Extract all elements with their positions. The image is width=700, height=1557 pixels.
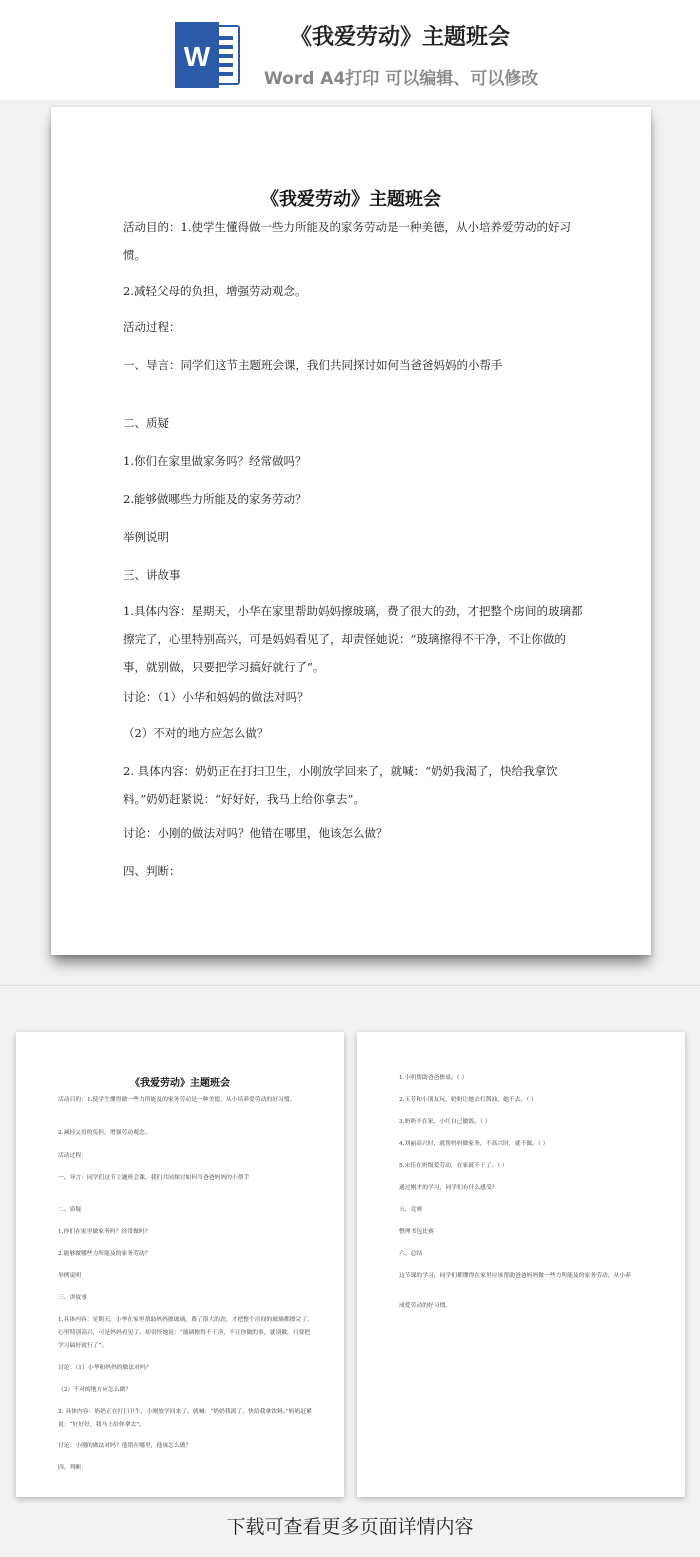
paragraph: 2.减轻父母的负担，增强劳动观念。 — [123, 284, 307, 298]
thumbnail-line: 4.刘丽高兴时，就帮妈妈做家务，不高兴时，就不做。（ ） — [399, 1141, 549, 1147]
paragraph: 1.具体内容：星期天，小华在家里帮助妈妈擦玻璃，费了很大的劲，才把整个房间的玻璃都擦完了，心里特别高兴，可是妈妈看见了，却责怪她说：“玻璃擦得不干净，不让你做的事，就别做，只要把学习搞好就行了”。 — [123, 604, 583, 674]
thumbnail-line: 讨论：小刚的做法对吗？他错在哪里，他该怎么做？ — [58, 1443, 192, 1449]
thumbnail-line: 这节课的学习，同学们都懂得在家里应该帮助爸爸妈妈做一些力所能及的家务劳动，从小养 — [399, 1273, 631, 1279]
thumbnail-line: 六、总结 — [399, 1251, 423, 1257]
thumbnail-line: 讨论：（1）小华和妈妈的做法对吗？ — [58, 1365, 152, 1371]
thumbnail-line: 1.小明帮助爸爸擦桌。（ ） — [399, 1075, 468, 1081]
thumbnail-line: 五、竞赛 — [399, 1207, 423, 1213]
word-app-icon — [175, 22, 241, 88]
thumbnail-line: 活动目的：1.使学生懂得做一些力所能及的家务劳动是一种美德，从小培养爱劳动的好习惯。 — [58, 1097, 296, 1103]
section-divider — [0, 985, 700, 986]
thumbnail-line: 通过刚才的学习，同学们有什么感受？ — [399, 1185, 498, 1191]
page-title: 《我爱劳动》主题班会 — [289, 25, 510, 50]
thumbnail-line: 四、判断： — [58, 1465, 87, 1471]
paragraph: 举例说明 — [123, 530, 169, 544]
document-title: 《我爱劳动》主题班会 — [261, 189, 441, 210]
thumbnail-line: 二、质疑 — [58, 1207, 82, 1213]
thumbnail-title: 《我爱劳动》主题班会 — [130, 1078, 230, 1089]
download-more-text[interactable]: 下载可查看更多页面详情内容 — [226, 1516, 474, 1538]
thumbnail-line: 2. 具体内容：奶奶正在打扫卫生，小刚放学回来了，就喊：“奶奶我渴了，快给我拿饮料。”奶奶赶紧说：“好好好，我马上给你拿去”。 — [58, 1409, 312, 1428]
thumbnail-line: 2.玉芳和小朋友玩，奶奶让她去打酱油，她不去。（ ） — [399, 1097, 537, 1103]
paragraph: 2. 具体内容：奶奶正在打扫卫生，小刚放学回来了，就喊：“奶奶我渴了，快给我拿饮料。”奶奶赶紧说：“好好好，我马上给你拿去”。 — [123, 764, 558, 806]
thumbnail-line: 5.宋佳在班级爱劳动，在家就不干了。（ ） — [399, 1163, 508, 1169]
document-preview-page — [51, 107, 651, 955]
paragraph: 活动过程： — [123, 320, 181, 334]
thumbnail-line: 3.奶奶不在家，小红自己做饭。（ ） — [399, 1119, 491, 1125]
paragraph: 二、质疑 — [123, 416, 169, 430]
paragraph: 活动目的：1.使学生懂得做一些力所能及的家务劳动是一种美德，从小培养爱劳动的好习惯。 — [123, 220, 571, 262]
thumbnail-line: 2.减轻父母的负担，增强劳动观念。 — [58, 1130, 151, 1136]
thumbnail-line: 活动过程： — [58, 1153, 87, 1159]
page-subtitle: Word A4打印 可以编辑、可以修改 — [264, 69, 539, 89]
paragraph: （2）不对的地方应怎么做？ — [123, 726, 269, 740]
paragraph: 讨论：（1）小华和妈妈的做法对吗？ — [123, 690, 309, 704]
paragraph: 三、讲故事 — [123, 568, 181, 582]
paragraph: 1.你们在家里做家务吗？经常做吗？ — [123, 454, 307, 468]
paragraph: 讨论：小刚的做法对吗？他错在哪里，他该怎么做？ — [123, 826, 388, 840]
paragraph: 2.能够做哪些力所能及的家务劳动？ — [123, 492, 307, 506]
thumbnail-line: 成爱劳动的好习惯。 — [399, 1303, 452, 1309]
thumbnail-line: 2.能够做哪些力所能及的家务劳动？ — [58, 1251, 151, 1257]
paragraph: 一、导言：同学们这节主题班会课，我们共同探讨如何当爸爸妈妈的小帮手 — [123, 358, 503, 372]
thumbnail-line: 整理书包比赛 — [399, 1229, 434, 1235]
header-banner — [0, 0, 700, 100]
page-thumbnail-2[interactable] — [357, 1032, 685, 1497]
thumbnail-line: 一、导言：同学们这节主题班会课，我们共同探讨如何当爸爸妈妈的小帮手 — [58, 1175, 250, 1181]
thumbnail-line: （2）不对的地方应怎么做？ — [58, 1387, 132, 1393]
paragraph: 四、判断： — [123, 864, 181, 878]
thumbnail-line: 1.具体内容：星期天，小华在家里帮助妈妈擦玻璃，费了很大的劲，才把整个房间的玻璃都擦完了，心里特别高兴，可是妈妈看见了，却责怪她说：“玻璃擦得不干净，不让你做的事，就别做，只要把学习搞好就行了”。 — [58, 1317, 313, 1349]
thumbnail-line: 三、讲故事 — [58, 1295, 87, 1301]
thumbnail-line: 1.你们在家里做家务吗？经常做吗？ — [58, 1229, 151, 1235]
thumbnail-line: 举例说明 — [58, 1273, 82, 1279]
logo-letter: W — [183, 41, 211, 72]
page-thumbnail-1[interactable] — [16, 1032, 344, 1497]
